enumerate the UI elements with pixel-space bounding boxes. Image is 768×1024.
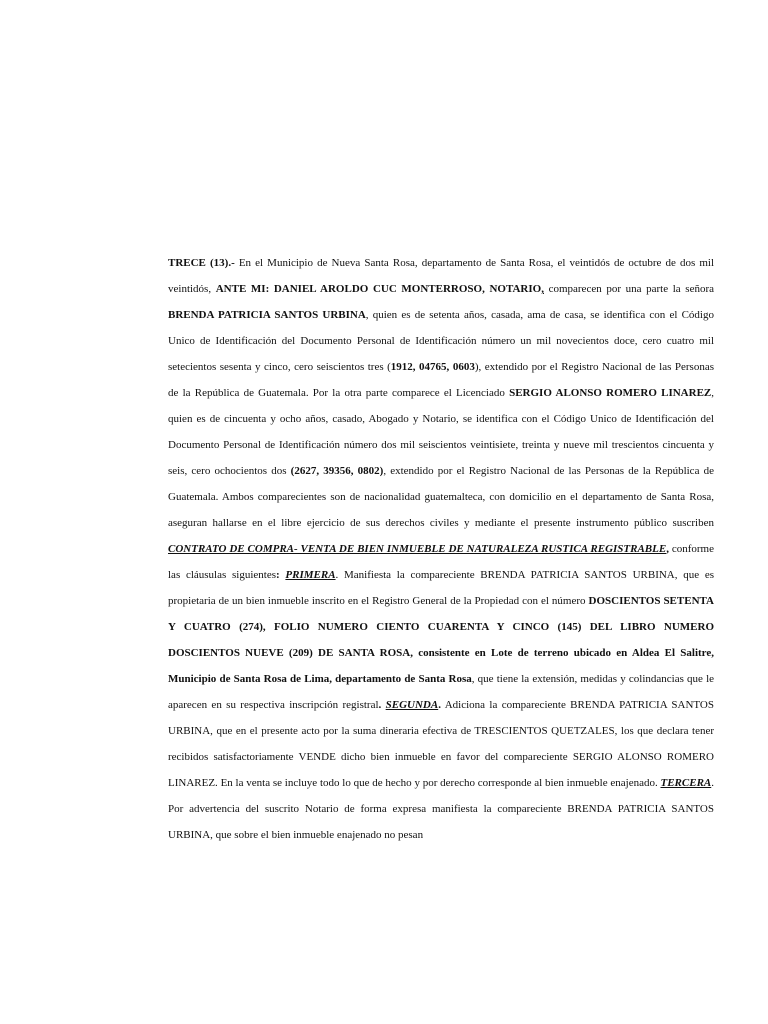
deed-text: Adiciona la compareciente BRENDA PATRICIA SANTOS URBINA, que en el presente acto por la suma dineraria efectiva de TRESCIENTOS QUETZALES, los que declara tener recibidos satisfactoriamente VENDE dicho bien inmueble en favor del compareciente SERGIO ALONSO ROMERO LINAREZ. En la venta se incluye todo lo que de hecho y por derecho corresponde al bien inmueble enajenado. — [168, 699, 714, 789]
deed-text: . Manifiesta la compareciente BRENDA PATRICIA SANTOS URBINA, que es propietaria de un bien inmueble inscrito en el Registro General de la Propiedad con el número — [168, 569, 714, 607]
contract-title-punct: , — [666, 543, 669, 555]
deed-text: . Por advertencia del suscrito Notario de forma expresa manifiesta la compareciente BRENDA PATRICIA SANTOS URBINA, que sobre el bien inmueble enajenado no pesan — [168, 777, 714, 841]
clause-segunda: SEGUNDA — [385, 699, 439, 711]
period: . — [438, 699, 441, 711]
contract-title: CONTRATO DE COMPRA- VENTA DE BIEN INMUEBLE DE NATURALEZA RUSTICA REGISTRABLE — [168, 543, 667, 555]
seller-id-number: 1912, 04765, 0603 — [390, 361, 475, 373]
clause-tercera: TERCERA — [660, 777, 712, 789]
property-registry-details: DOSCIENTOS SETENTA Y CUATRO (274), FOLIO NUMERO CIENTO CUARENTA Y CINCO (145) DEL LIBRO NUMERO DOSCIENTOS NUEVE (209) DE SANTA ROSA, consistente en Lote de terreno ubicado en Aldea El Salitre, Municipio de Santa Rosa de Lima, departamento de Santa Rosa — [168, 595, 714, 685]
deed-text: comparecen por una parte la señora — [543, 283, 714, 295]
deed-text: , que tiene la extensión, medidas y colindancias que le aparecen en su respectiva inscripción registral — [168, 673, 715, 711]
deed-number: TRECE (13).- — [168, 257, 235, 269]
deed-text: En el Municipio de Nueva Santa Rosa, departamento de Santa Rosa, el veintidós de octubre de dos mil veintidós, — [168, 257, 715, 295]
deed-text: ), extendido por el Registro Nacional de las Personas de la República de Guatemala. Por la otra parte comparece el Licenciado — [168, 361, 714, 399]
deed-text: , quien es de setenta años, casada, ama de casa, se identifica con el Código Unico de Identificación del Documento Personal de Identificación número un mil novecientos doce, cero cuatro mil setecientos sesenta y cinco, cero seiscientos tres ( — [168, 309, 714, 373]
period: . — [378, 699, 382, 711]
clause-primera: PRIMERA — [285, 569, 336, 581]
seller-name: BRENDA PATRICIA SANTOS URBINA — [168, 309, 366, 321]
deed-text: , extendido por el Registro Nacional de las Personas de la República de Guatemala. Ambos comparecientes son de nacionalidad guatemalteca, con domicilio en el departamento de Santa Rosa, aseguran hallarse en el libre ejercicio de sus derechos civiles y mediante el presente instrumento público suscriben — [168, 465, 714, 529]
colon: : — [276, 569, 280, 581]
buyer-name: SERGIO ALONSO ROMERO LINAREZ — [509, 387, 712, 399]
deed-text: , quien es de cincuenta y ocho años, casado, Abogado y Notario, se identifica con el Código Unico de Identificación del Documento Personal de Identificación número dos mil seiscientos veintisiete, treinta y nueve mil trescientos cincuenta y seis, cero ochocientos dos — [168, 387, 714, 477]
notary-name-punct: , — [541, 283, 544, 295]
deed-paragraph — [168, 250, 714, 848]
buyer-id-number: (2627, 39356, 0802) — [290, 465, 384, 477]
deed-text: conforme las cláusulas siguientes — [168, 543, 714, 581]
notary-name: ANTE MI: DANIEL AROLDO CUC MONTERROSO, NOTARIO — [215, 283, 542, 295]
